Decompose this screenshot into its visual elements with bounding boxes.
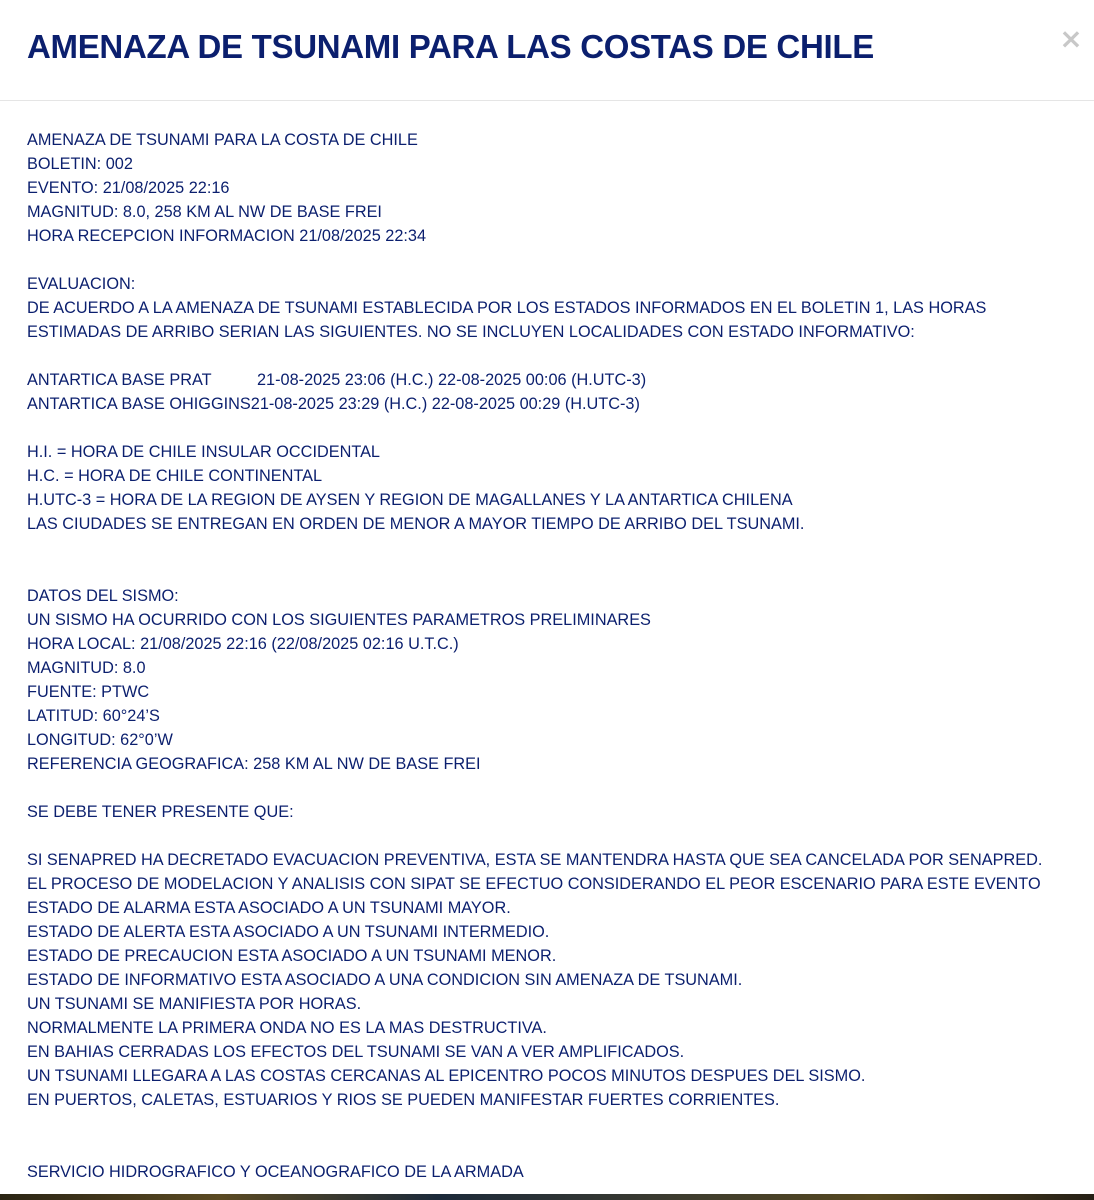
note-item: ESTADO DE ALERTA ESTA ASOCIADO A UN TSUNAMI INTERMEDIO.: [27, 923, 550, 941]
quake-reference: REFERENCIA GEOGRAFICA: 258 KM AL NW DE BASE FREI: [27, 755, 481, 773]
note-item: ESTADO DE ALARMA ESTA ASOCIADO A UN TSUNAMI MAYOR.: [27, 899, 511, 917]
signature: SERVICIO HIDROGRAFICO Y OCEANOGRAFICO DE LA ARMADA: [27, 1163, 524, 1181]
note-item: EL PROCESO DE MODELACION Y ANALISIS CON SIPAT SE EFECTUO CONSIDERANDO EL PEOR ESCENARIO PARA ESTE EVENTO: [27, 875, 1041, 893]
modal-header: [0, 0, 1094, 101]
quake-intro: UN SISMO HA OCURRIDO CON LOS SIGUIENTES PARAMETROS PRELIMINARES: [27, 611, 651, 629]
arrival-times: 21-08-2025 23:06 (H.C.) 22-08-2025 00:06 (H.UTC-3): [257, 371, 647, 389]
evaluation-text: ESTIMADAS DE ARRIBO SERIAN LAS SIGUIENTES. NO SE INCLUYEN LOCALIDADES CON ESTADO INFORMATIVO:: [27, 323, 915, 341]
arrival-times: 21-08-2025 23:29 (H.C.) 22-08-2025 00:29 (H.UTC-3): [250, 395, 640, 413]
background-strip: [0, 1194, 1094, 1200]
note-item: SI SENAPRED HA DECRETADO EVACUACION PREVENTIVA, ESTA SE MANTENDRA HASTA QUE SEA CANCELADA POR SENAPRED.: [27, 851, 1043, 869]
quake-heading: DATOS DEL SISMO:: [27, 587, 179, 605]
quake-magnitude: MAGNITUD: 8.0: [27, 659, 146, 677]
quake-latitude: LATITUD: 60°24’S: [27, 707, 160, 725]
quake-source: FUENTE: PTWC: [27, 683, 150, 701]
evaluation-heading: EVALUACION:: [27, 275, 136, 293]
reception-time: HORA RECEPCION INFORMACION 21/08/2025 22:34: [27, 227, 427, 245]
legend-hi: H.I. = HORA DE CHILE INSULAR OCCIDENTAL: [27, 443, 380, 461]
note-item: ESTADO DE INFORMATIVO ESTA ASOCIADO A UNA CONDICION SIN AMENAZA DE TSUNAMI.: [27, 971, 743, 989]
close-icon[interactable]: ×: [1054, 22, 1088, 56]
arrival-location: ANTARTICA BASE OHIGGINS: [27, 395, 251, 413]
legend-hc: H.C. = HORA DE CHILE CONTINENTAL: [27, 467, 323, 485]
arrival-row: [27, 368, 1084, 392]
event-magnitude: MAGNITUD: 8.0, 258 KM AL NW DE BASE FREI: [27, 203, 382, 221]
bulletin-body: [27, 128, 1084, 1184]
note-item: EN PUERTOS, CALETAS, ESTUARIOS Y RIOS SE PUEDEN MANIFESTAR FUERTES CORRIENTES.: [27, 1091, 780, 1109]
quake-longitude: LONGITUD: 62°0’W: [27, 731, 173, 749]
note-item: NORMALMENTE LA PRIMERA ONDA NO ES LA MAS DESTRUCTIVA.: [27, 1019, 547, 1037]
bulletin-number: BOLETIN: 002: [27, 155, 133, 173]
event-datetime: EVENTO: 21/08/2025 22:16: [27, 179, 230, 197]
arrival-row: [27, 392, 1084, 416]
notes-heading: SE DEBE TENER PRESENTE QUE:: [27, 803, 294, 821]
arrival-location: ANTARTICA BASE PRAT: [27, 371, 212, 389]
quake-local-time: HORA LOCAL: 21/08/2025 22:16 (22/08/2025 02:16 U.T.C.): [27, 635, 459, 653]
note-item: ESTADO DE PRECAUCION ESTA ASOCIADO A UN TSUNAMI MENOR.: [27, 947, 557, 965]
note-item: UN TSUNAMI LLEGARA A LAS COSTAS CERCANAS AL EPICENTRO POCOS MINUTOS DESPUES DEL SISMO.: [27, 1067, 866, 1085]
bulletin-title: AMENAZA DE TSUNAMI PARA LA COSTA DE CHILE: [27, 131, 418, 149]
note-item: EN BAHIAS CERRADAS LOS EFECTOS DEL TSUNAMI SE VAN A VER AMPLIFICADOS.: [27, 1043, 685, 1061]
modal-title: AMENAZA DE TSUNAMI PARA LAS COSTAS DE CHILE: [27, 28, 874, 65]
note-item: UN TSUNAMI SE MANIFIESTA POR HORAS.: [27, 995, 362, 1013]
legend-hutc: H.UTC-3 = HORA DE LA REGION DE AYSEN Y REGION DE MAGALLANES Y LA ANTARTICA CHILENA: [27, 491, 793, 509]
evaluation-text: DE ACUERDO A LA AMENAZA DE TSUNAMI ESTABLECIDA POR LOS ESTADOS INFORMADOS EN EL BOLETIN 1, LAS HORAS: [27, 299, 987, 317]
legend-order: LAS CIUDADES SE ENTREGAN EN ORDEN DE MENOR A MAYOR TIEMPO DE ARRIBO DEL TSUNAMI.: [27, 515, 805, 533]
